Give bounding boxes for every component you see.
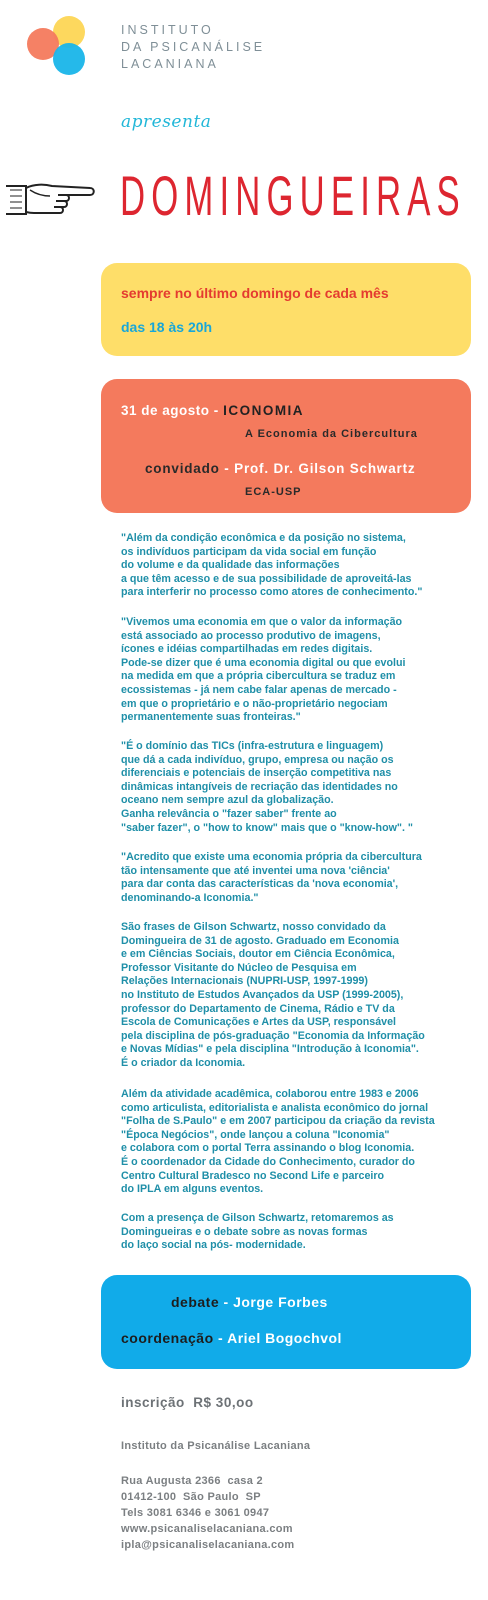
text-line: denominando-a Iconomia." (121, 891, 259, 904)
debate-box (101, 1275, 471, 1369)
title-letter: R (376, 164, 402, 227)
email-link[interactable]: ipla@psicanaliselacaniana.com (121, 1539, 295, 1551)
debate-separator: - (223, 1294, 229, 1310)
debate-label: debate (171, 1294, 220, 1310)
text-line: Pode-se dizer que é uma economia digital ou que evolui (121, 656, 406, 669)
guest-separator: - (224, 461, 230, 476)
text-line: na medida em que a própria cibercultura se traduz em (121, 670, 396, 683)
text-line: a que têm acesso e de sua possibilidade de aproveitá-las (121, 572, 412, 585)
text-line: professor do Departamento de Cinema, Rádio e TV da (121, 1002, 395, 1015)
text-line: do laço social na pós- modernidade. (121, 1239, 306, 1252)
text-line: diferenciais e potenciais de inserção competitiva nas (121, 767, 392, 780)
institute-logo-icon (24, 14, 94, 84)
text-line: permanentemente suas fronteiras." (121, 711, 301, 724)
text-line: ecossistemas - já nem cabe falar apenas de mercado - (121, 683, 397, 696)
guest-line (145, 461, 415, 476)
text-line: É o criador da Iconomia. (121, 1056, 246, 1069)
paragraph-3 (121, 740, 413, 835)
title-letter: E (330, 164, 355, 227)
page-title (120, 166, 460, 226)
event-date-line (121, 403, 304, 418)
logo-line-1: INSTITUTO (121, 23, 214, 37)
text-line: dinâmicas intangíveis de recriação das identidades no (121, 780, 398, 793)
logo-line-2: DA PSICANÁLISE (121, 40, 266, 54)
paragraph-5 (121, 921, 425, 1071)
guest-affiliation: ECA-USP (245, 486, 302, 498)
text-line: Ganha relevância o "fazer saber" frente ao (121, 807, 337, 820)
text-line: "Folha de S.Paulo" e em 2007 participou da criação da revista (121, 1115, 435, 1128)
paragraph-2 (121, 616, 405, 725)
title-letter: I (360, 164, 370, 227)
event-box (101, 379, 471, 513)
fee-value: R$ 30,oo (193, 1395, 254, 1410)
institute-footer-name: Instituto da Psicanálise Lacaniana (121, 1440, 311, 1452)
text-line: que dá a cada indivíduo, grupo, empresa ou nação os (121, 753, 394, 766)
coordination-name: Ariel Bogochvol (227, 1330, 342, 1346)
schedule-hours: das 18 às 20h (121, 319, 213, 335)
event-separator: - (213, 403, 219, 418)
guest-label: convidado (145, 461, 220, 476)
coordination-line (121, 1330, 342, 1346)
phone-line: Tels 3081 6346 e 3061 0947 (121, 1507, 270, 1519)
text-line: Além da atividade acadêmica, colaborou entre 1983 e 2006 (121, 1088, 419, 1100)
text-line: Relações Internacionais (NUPRI-USP, 1997-1999) (121, 975, 368, 988)
text-line: como articulista, editorialista e analista econômico do jornal (121, 1101, 429, 1114)
schedule-box (101, 263, 471, 356)
coordination-separator: - (218, 1330, 224, 1346)
text-line: do volume e da qualidade das informações (121, 559, 340, 572)
paragraph-7 (121, 1212, 394, 1253)
text-line: "Acredito que existe uma economia própria da cibercultura (121, 851, 422, 863)
fee-line (121, 1395, 254, 1410)
title-letter: S (436, 164, 460, 227)
text-line: do IPLA em alguns eventos. (121, 1183, 264, 1196)
debate-line (171, 1294, 328, 1310)
address-block (121, 1473, 295, 1553)
text-line: São frases de Gilson Schwartz, nosso convidado da (121, 921, 386, 933)
address-line: 01412-100 São Paulo SP (121, 1491, 261, 1503)
title-letter: G (266, 164, 294, 227)
title-letter: O (151, 164, 179, 227)
presents-text: apresenta (121, 112, 212, 132)
title-letter: N (235, 164, 261, 227)
text-line: em que o proprietário e o não-proprietário negociam (121, 697, 388, 710)
logo-line-3: LACANIANA (121, 57, 219, 71)
text-line: "Vivemos uma economia em que o valor da informação (121, 616, 403, 628)
text-line: Centro Cultural Bradesco no Second Life e parceiro (121, 1169, 385, 1182)
text-line: está associado ao processo produtivo de imagens, (121, 629, 381, 642)
debate-name: Jorge Forbes (233, 1294, 328, 1310)
event-date: 31 de agosto (121, 403, 210, 418)
guest-name: Prof. Dr. Gilson Schwartz (234, 461, 416, 476)
text-line: "Época Negócios", onde lançou a coluna "Iconomia" (121, 1128, 390, 1141)
title-letter: I (219, 164, 230, 227)
event-theme: ICONOMIA (223, 403, 305, 418)
text-line: os indivíduos participam da vida social em função (121, 545, 377, 558)
title-letter: M (184, 164, 214, 227)
pointing-hand-icon (4, 176, 96, 222)
text-line: Domingueiras e o debate sobre as novas formas (121, 1225, 368, 1238)
text-line: para interferir no processo como atores de conhecimento." (121, 586, 423, 599)
text-line: Com a presença de Gilson Schwartz, retomaremos as (121, 1212, 394, 1224)
website-link[interactable]: www.psicanaliselacaniana.com (121, 1523, 293, 1535)
text-line: pela disciplina de pós-graduação "Economia da Informação (121, 1029, 425, 1042)
text-line: oceano nem sempre azul da globalização. (121, 794, 334, 807)
paragraph-6 (121, 1088, 435, 1197)
text-line: e em Ciências Sociais, doutor em Ciência Econômica, (121, 948, 395, 961)
text-line: ícones e idéias compartilhadas em redes digitais. (121, 643, 373, 656)
text-line: Domingueira de 31 de agosto. Graduado em Economia (121, 934, 399, 947)
text-line: "saber fazer", o "how to know" mais que o "know-how". " (121, 821, 414, 834)
text-line: É o coordenador da Cidade do Conhecimento, curador do (121, 1155, 415, 1168)
title-letter: A (407, 164, 431, 227)
text-line: e Novas Mídias" e pela disciplina "Introdução à Iconomia". (121, 1043, 419, 1056)
text-line: tão intensamente que até inventei uma nova 'ciência' (121, 864, 390, 877)
text-line: e colabora com o portal Terra assinando o blog Iconomia. (121, 1142, 415, 1155)
address-line: Rua Augusta 2366 casa 2 (121, 1475, 263, 1487)
text-line: "É o domínio das TICs (infra-estrutura e linguagem) (121, 740, 384, 752)
schedule-frequency: sempre no último domingo de cada mês (121, 285, 389, 301)
fee-label: inscrição (121, 1395, 185, 1410)
coordination-label: coordenação (121, 1330, 214, 1346)
institute-name (121, 22, 265, 73)
title-letter: U (299, 164, 325, 227)
paragraph-4 (121, 851, 422, 905)
text-line: Escola de Comunicações e Artes da USP, responsável (121, 1016, 397, 1029)
event-subtitle: A Economia da Cibercultura (245, 428, 418, 440)
title-letter: D (120, 164, 146, 227)
text-line: Professor Visitante do Núcleo de Pesquisa em (121, 961, 357, 974)
text-line: "Além da condição econômica e da posição no sistema, (121, 532, 406, 544)
text-line: no Instituto de Estudos Avançados da USP (1999-2005), (121, 988, 404, 1001)
paragraph-1 (121, 532, 422, 600)
text-line: para dar conta das características da 'nova economia', (121, 878, 399, 891)
